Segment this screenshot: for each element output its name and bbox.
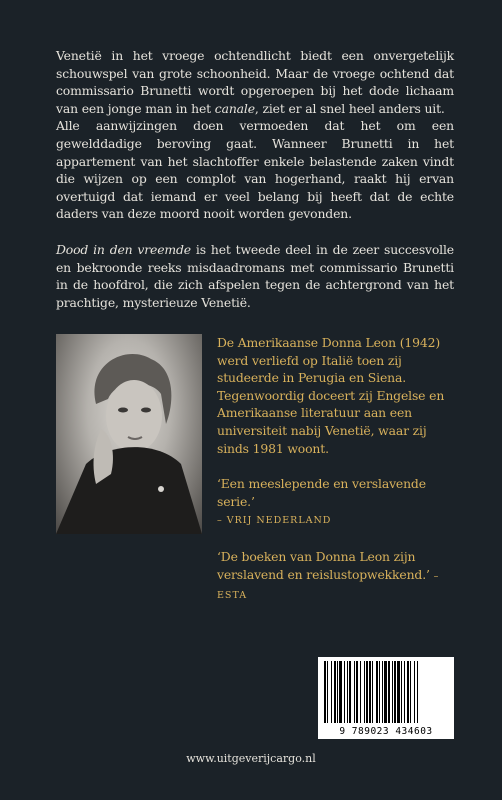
review-quote-2-text: ‘De boeken van Donna Leon zijn verslavend en reislustopwekkend.’ (217, 548, 430, 582)
blurb-p1-italic: canale (214, 100, 255, 116)
review-quote-2-source: – ESTA (217, 570, 440, 602)
author-photo (56, 334, 202, 534)
blurb-paragraph-1 (56, 47, 454, 117)
author-bio-text: De Amerikaanse Donna Leon (1942) werd verliefd op Italië toen zij studeerde in Perugia en Siena. Tegenwoordig doceert zij Engelse en Amerikaanse literatuur aan een universiteit nabij Venetië, waar zij sinds 1981 woont. (217, 335, 445, 456)
review-quote-1 (217, 475, 455, 530)
review-quote-2 (217, 548, 455, 605)
isbn-barcode (318, 657, 454, 739)
blurb-p3-text: is het tweede deel in de zeer succesvolle en bekroonde reeks misdaadromans met commissario Brunetti in de hoofdrol, die zich afspelen tegen de achtergrond van het prachtige, mysterieuze Venetië. (56, 241, 454, 310)
review-quote-1-source: – VRIJ NEDERLAND (217, 515, 332, 527)
blurb-p1-end: , ziet er al snel heel anders uit. (254, 100, 445, 116)
publisher-url: www.uitgeverijcargo.nl (186, 752, 316, 765)
book-title-italic: Dood in den vreemde (56, 241, 191, 257)
author-bio (217, 334, 455, 605)
isbn-number: 9 789023 434603 (339, 726, 433, 737)
blurb-p1-text: Venetië in het vroege ochtendlicht biedt een onvergetelijk schouwspel van grote schoonheid. Maar de vroege ochtend dat commissario Brunetti wordt opgeroepen bij het dode lichaam van een jonge man in het (56, 48, 454, 116)
back-cover-blurb (56, 47, 454, 311)
review-quote-1-text: ‘Een meeslepende en verslavende serie.’ (217, 476, 426, 509)
blurb-paragraph-3 (56, 241, 454, 311)
blurb-paragraph-2: Alle aanwijzingen doen vermoeden dat het om een gewelddadige beroving gaat. Wanneer Brunetti in het appartement van het slachtoffer enkele belastende zaken vindt die wijzen op een complot van hogerhand, raakt hij ervan overtuigd dat iemand er veel belang bij heeft dat de echte daders van deze moord nooit worden gevonden. (56, 118, 454, 222)
barcode-bars (322, 661, 450, 723)
